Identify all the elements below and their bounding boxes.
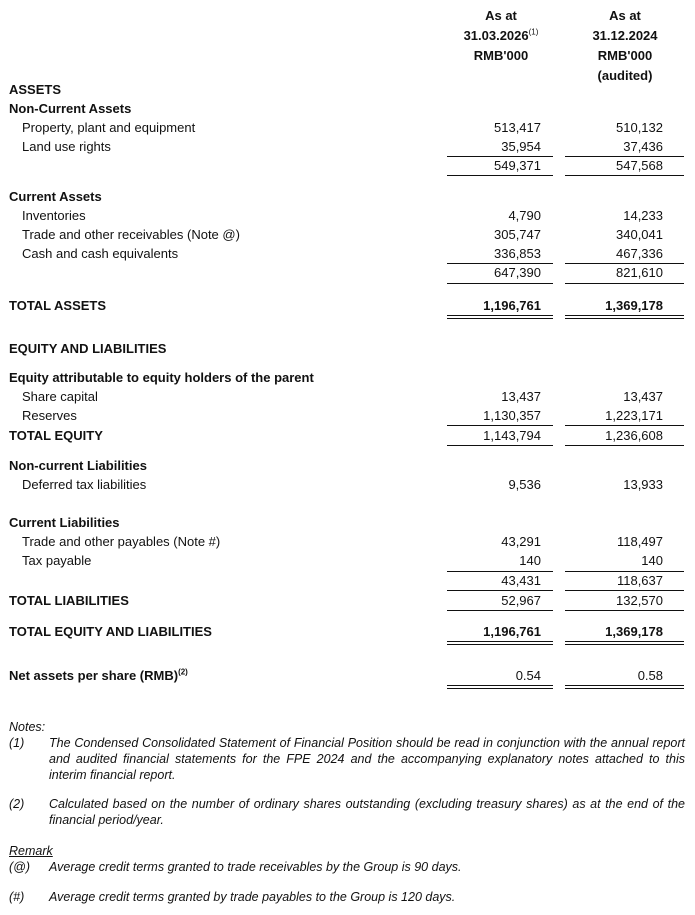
value-prior: 37,436 bbox=[623, 139, 663, 154]
subheading-current-assets: Current Assets bbox=[9, 189, 102, 204]
note-2 bbox=[9, 796, 685, 830]
total-prior: 1,369,178 bbox=[605, 298, 663, 313]
subheading-equity-attributable: Equity attributable to equity holders of the parent bbox=[9, 370, 314, 385]
total-current: 52,967 bbox=[501, 593, 541, 608]
total-assets-label: TOTAL ASSETS bbox=[9, 298, 107, 313]
section-heading-assets: ASSETS bbox=[9, 82, 62, 97]
note-text: The Condensed Consolidated Statement of Financial Position should be read in conjunction with the annual report and audited financial statements for the FPE 2024 and the accompanying explanatory notes attached to this interim financial report. bbox=[49, 736, 685, 782]
value-current: 13,437 bbox=[501, 389, 541, 404]
subheading-non-current-assets: Non-Current Assets bbox=[9, 101, 132, 116]
value-current: 513,417 bbox=[494, 120, 541, 135]
subtotal-prior: 118,637 bbox=[616, 573, 663, 588]
value-prior: 14,233 bbox=[623, 208, 663, 223]
subtotal-rule bbox=[565, 283, 684, 284]
subtotal-current: 43,431 bbox=[501, 573, 541, 588]
row-label: Share capital bbox=[22, 389, 98, 404]
note-text: Calculated based on the number of ordinary shares outstanding (excluding treasury shares) as at the end of the financial period/year. bbox=[49, 797, 685, 827]
value-prior: 140 bbox=[641, 553, 663, 568]
row-label: Inventories bbox=[22, 208, 86, 223]
total-prior: 1,369,178 bbox=[605, 624, 663, 639]
footnote-ref: (1) bbox=[528, 27, 539, 37]
remark-text: Average credit terms granted to trade receivables by the Group is 90 days. bbox=[49, 860, 462, 874]
subtotal-rule bbox=[447, 590, 553, 591]
subtotal-rule bbox=[565, 175, 684, 176]
note-1 bbox=[9, 735, 685, 785]
net-assets-per-share-label: Net assets per share (RMB)$^{(2)}$ bbox=[9, 667, 188, 683]
double-rule bbox=[447, 685, 553, 686]
note-marker: (1) bbox=[9, 736, 25, 750]
remark-marker: (@) bbox=[9, 860, 31, 874]
double-rule bbox=[447, 644, 553, 645]
double-rule bbox=[565, 641, 684, 642]
value-current: 140 bbox=[519, 553, 541, 568]
total-current: 1,196,761 bbox=[483, 624, 541, 639]
header-unit: RMB'000 bbox=[473, 48, 529, 63]
remark-title: Remark bbox=[9, 844, 53, 858]
row-label: Cash and cash equivalents bbox=[22, 246, 179, 261]
total-liabilities-label: TOTAL LIABILITIES bbox=[9, 593, 129, 608]
double-rule bbox=[565, 315, 684, 316]
subtotal-rule bbox=[447, 283, 553, 284]
value-current: 43,291 bbox=[501, 534, 541, 549]
value-prior: 118,497 bbox=[616, 534, 663, 549]
header-audited: (audited) bbox=[597, 68, 653, 83]
subtotal-prior: 821,610 bbox=[616, 265, 663, 280]
notes-title: Notes: bbox=[9, 720, 46, 734]
row-label: Trade and other receivables (Note @) bbox=[22, 227, 240, 242]
row-label: Reserves bbox=[22, 408, 77, 423]
double-rule bbox=[565, 318, 684, 319]
subtotal-rule bbox=[447, 425, 553, 426]
subtotal-prior: 547,568 bbox=[616, 158, 663, 173]
remark-text: Average credit terms granted by trade payables to the Group is 120 days. bbox=[49, 890, 456, 904]
value-current: 35,954 bbox=[501, 139, 541, 154]
column-header-prior bbox=[565, 6, 685, 86]
subtotal-current: 647,390 bbox=[494, 265, 541, 280]
value-prior: 0.58 bbox=[637, 668, 663, 683]
double-rule bbox=[565, 688, 684, 689]
row-label: Deferred tax liabilities bbox=[22, 477, 147, 492]
row-label: Tax payable bbox=[22, 553, 92, 568]
value-prior: 467,336 bbox=[616, 246, 663, 261]
total-current: 1,196,761 bbox=[483, 298, 541, 313]
value-current: 4,790 bbox=[508, 208, 541, 223]
value-prior: 13,933 bbox=[623, 477, 663, 492]
value-current: 0.54 bbox=[515, 668, 541, 683]
double-rule bbox=[447, 641, 553, 642]
header-date: 31.03.2026$^{(1)}$ bbox=[463, 27, 539, 43]
total-current: 1,143,794 bbox=[483, 428, 541, 443]
subtotal-rule bbox=[565, 610, 684, 611]
subtotal-current: 549,371 bbox=[494, 158, 541, 173]
row-label: Land use rights bbox=[22, 139, 111, 154]
subtotal-rule bbox=[447, 610, 553, 611]
value-current: 9,536 bbox=[508, 477, 541, 492]
double-rule bbox=[565, 644, 684, 645]
header-unit: RMB'000 bbox=[597, 48, 653, 63]
remark-marker: (#) bbox=[9, 890, 25, 904]
subtotal-rule bbox=[565, 445, 684, 446]
subheading-current-liabilities: Current Liabilities bbox=[9, 515, 120, 530]
total-equity-liabilities-label: TOTAL EQUITY AND LIABILITIES bbox=[9, 624, 212, 639]
value-prior: 340,041 bbox=[616, 227, 663, 242]
value-prior: 510,132 bbox=[616, 120, 663, 135]
row-label: Property, plant and equipment bbox=[22, 120, 196, 135]
subheading-non-current-liabilities: Non-current Liabilities bbox=[9, 458, 147, 473]
subtotal-rule bbox=[447, 175, 553, 176]
double-rule bbox=[447, 318, 553, 319]
header-date: 31.12.2024 bbox=[592, 28, 658, 43]
note-marker: (2) bbox=[9, 797, 25, 811]
column-header-current bbox=[441, 6, 561, 66]
remark-1 bbox=[9, 859, 685, 875]
value-prior: 1,223,171 bbox=[605, 408, 663, 423]
remark-2 bbox=[9, 889, 685, 905]
subtotal-rule bbox=[447, 445, 553, 446]
value-prior: 13,437 bbox=[623, 389, 663, 404]
subtotal-rule bbox=[565, 590, 684, 591]
footnote-ref: (2) bbox=[178, 667, 188, 677]
double-rule bbox=[565, 685, 684, 686]
double-rule bbox=[447, 688, 553, 689]
value-current: 1,130,357 bbox=[483, 408, 541, 423]
header-as-at: As at bbox=[609, 8, 641, 23]
total-equity-label: TOTAL EQUITY bbox=[9, 428, 103, 443]
row-label: Trade and other payables (Note #) bbox=[22, 534, 221, 549]
total-prior: 132,570 bbox=[616, 593, 663, 608]
header-as-at: As at bbox=[485, 8, 517, 23]
subtotal-rule bbox=[565, 425, 684, 426]
value-current: 305,747 bbox=[494, 227, 541, 242]
value-current: 336,853 bbox=[494, 246, 541, 261]
double-rule bbox=[447, 315, 553, 316]
total-prior: 1,236,608 bbox=[605, 428, 663, 443]
section-heading-equity-liabilities: EQUITY AND LIABILITIES bbox=[9, 341, 167, 356]
